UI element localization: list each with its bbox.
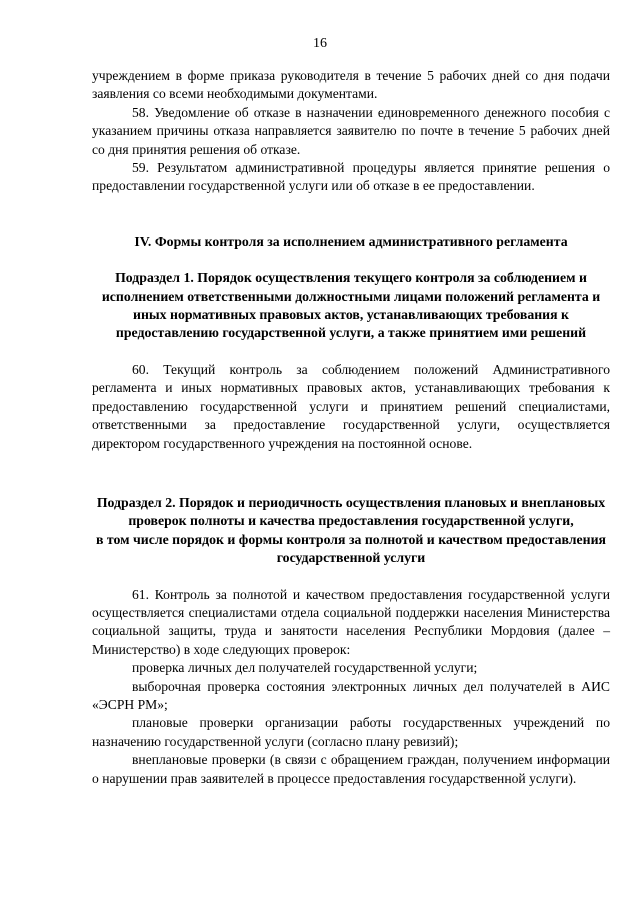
page-number: 16 — [313, 36, 327, 51]
subsection-1-heading: Подраздел 1. Порядок осуществления текущего контроля за соблюдением и исполнением ответственными должностными лицами положений регламента и иных нормативных правовых актов, устанавливающих требования к предоставлению государственной услуги, а также принятием ими решений — [101, 270, 601, 341]
list-item: выборочная проверка состояния электронных личных дел получателей в АИС «ЭСРН РМ»; — [92, 678, 610, 712]
paragraph-60: 60. Текущий контроль за соблюдением положений Административного регламента и иных нормативных правовых актов, устанавливающих требования к предоставлению государственной услуги и принятием решений специалистами, ответственными за предоставление государственной услуги, осуществляется директором государственного учреждения на постоянной основе. — [92, 361, 610, 451]
document-body — [92, 67, 610, 788]
list-item: проверка личных дел получателей государственной услуги; — [132, 660, 478, 676]
subsection-2-heading-line2: в том числе порядок и формы контроля за полнотой и качеством предоставления государственной услуги — [96, 531, 606, 566]
paragraph-59: 59. Результатом административной процедуры является принятие решения о предоставлении государственной услуги или об отказе в ее предоставлении. — [92, 160, 610, 194]
list-item: плановые проверки организации работы государственных учреждений по назначению государственной услуги (согласно плану ревизий); — [92, 715, 610, 749]
list-item: внеплановые проверки (в связи с обращением граждан, получением информации о нарушении прав заявителей в процессе предоставления государственной услуги). — [92, 752, 610, 786]
paragraph-continuation: учреждением в форме приказа руководителя в течение 5 рабочих дней со дня подачи заявления со всеми необходимыми документами. — [92, 68, 610, 102]
subsection-2-heading — [92, 494, 610, 568]
paragraph-61: 61. Контроль за полнотой и качеством предоставления государственной услуги осуществляется специалистами отдела социальной поддержки населения Министерства социальной защиты, труда и занятости населения Республики Мордовия (далее – Министерство) в ходе следующих проверок: — [92, 586, 610, 657]
paragraph-58: 58. Уведомление об отказе в назначении единовременного денежного пособия с указанием причины отказа направляется заявителю по почте в течение 5 рабочих дней со дня принятия решения об отказе. — [92, 104, 610, 157]
section-iv-heading: IV. Формы контроля за исполнением административного регламента — [134, 233, 568, 249]
subsection-2-heading-line1: Подраздел 2. Порядок и периодичность осуществления плановых и внеплановых проверок полноты и качества предоставления государственной услуги, — [96, 494, 606, 529]
